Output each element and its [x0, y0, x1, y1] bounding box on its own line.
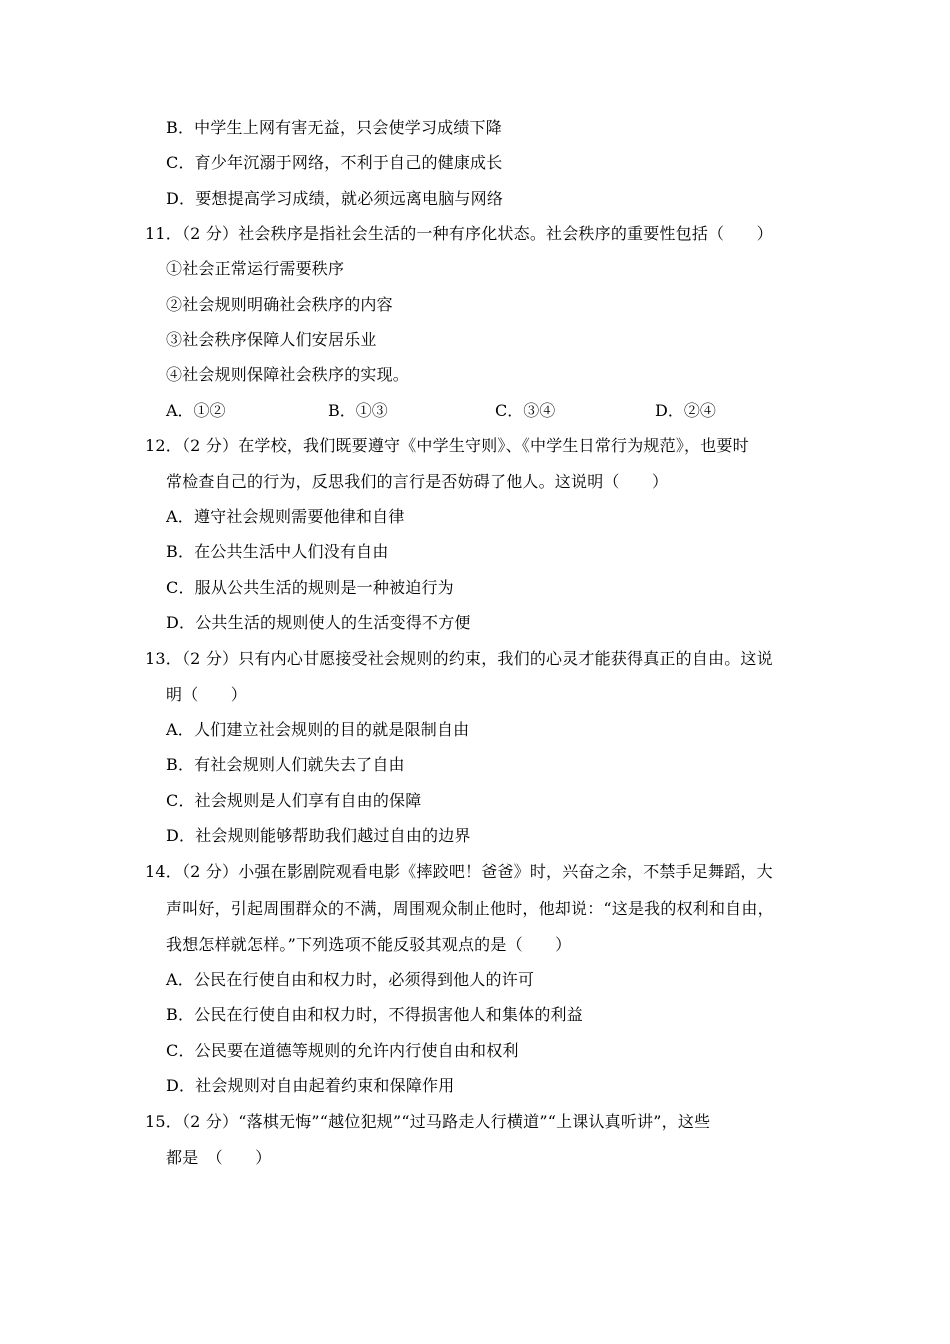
q12-option-d: D．公共生活的规则使人的生活变得不方便 [166, 613, 471, 632]
q11-option-b: B．①③ [328, 401, 388, 420]
q11-option-a: A．①② [166, 401, 226, 420]
q15-stem-line-1: 15．（2 分）“落棋无悔”“越位犯规”“过马路走人行横道”“上课认真听讲”，这些 [145, 1112, 711, 1131]
q13-stem-line-1: 13．（2 分）只有内心甘愿接受社会规则的约束，我们的心灵才能获得真正的自由。这说 [145, 649, 773, 668]
q14-stem-line-3: 我想怎样就怎样。”下列选项不能反驳其观点的是（ ） [166, 935, 572, 954]
q11-stem: 11．（2 分）社会秩序是指社会生活的一种有序化状态。社会秩序的重要性包括（ ） [145, 224, 773, 243]
q15-stem-line-2: 都是 （ ） [166, 1148, 272, 1167]
q13-stem-line-2: 明（ ） [166, 685, 248, 704]
q12-option-c: C．服从公共生活的规则是一种被迫行为 [166, 578, 454, 597]
q13-option-d: D．社会规则能够帮助我们越过自由的边界 [166, 826, 471, 845]
q14-option-d: D．社会规则对自由起着约束和保障作用 [166, 1076, 455, 1095]
q11-option-d: D．②④ [655, 401, 716, 420]
q13-option-b: B．有社会规则人们就失去了自由 [166, 755, 405, 774]
q13-option-a: A．人们建立社会规则的目的就是限制自由 [166, 720, 470, 739]
q14-option-c: C．公民要在道德等规则的允许内行使自由和权利 [166, 1041, 519, 1060]
q11-item-2: ②社会规则明确社会秩序的内容 [166, 295, 393, 314]
q11-item-3: ③社会秩序保障人们安居乐业 [166, 330, 377, 349]
q14-stem-line-2: 声叫好，引起周围群众的不满，周围观众制止他时，他却说：“这是我的权利和自由， [166, 899, 774, 918]
q12-option-a: A．遵守社会规则需要他律和自律 [166, 507, 405, 526]
q14-option-a: A．公民在行使自由和权力时，必须得到他人的许可 [166, 970, 535, 989]
q11-option-c: C．③④ [495, 401, 556, 420]
q11-item-4: ④社会规则保障社会秩序的实现。 [166, 365, 410, 384]
q10-option-d: D．要想提高学习成绩，就必须远离电脑与网络 [166, 189, 504, 208]
q13-option-c: C．社会规则是人们享有自由的保障 [166, 791, 422, 810]
q10-option-c: C．育少年沉溺于网络，不利于自己的健康成长 [166, 153, 503, 172]
q12-stem-line-2: 常检查自己的行为，反思我们的言行是否妨碍了他人。这说明（ ） [166, 472, 669, 491]
q12-option-b: B．在公共生活中人们没有自由 [166, 542, 389, 561]
q11-item-1: ①社会正常运行需要秩序 [166, 259, 345, 278]
q14-stem-line-1: 14．（2 分）小强在影剧院观看电影《摔跤吧！爸爸》时，兴奋之余，不禁手足舞蹈，大 [145, 862, 773, 881]
q10-option-b: B．中学生上网有害无益，只会使学习成绩下降 [166, 118, 502, 137]
q12-stem-line-1: 12．（2 分）在学校，我们既要遵守《中学生守则》、《中学生日常行为规范》，也要时 [145, 436, 749, 455]
q14-option-b: B．公民在行使自由和权力时，不得损害他人和集体的利益 [166, 1005, 583, 1024]
